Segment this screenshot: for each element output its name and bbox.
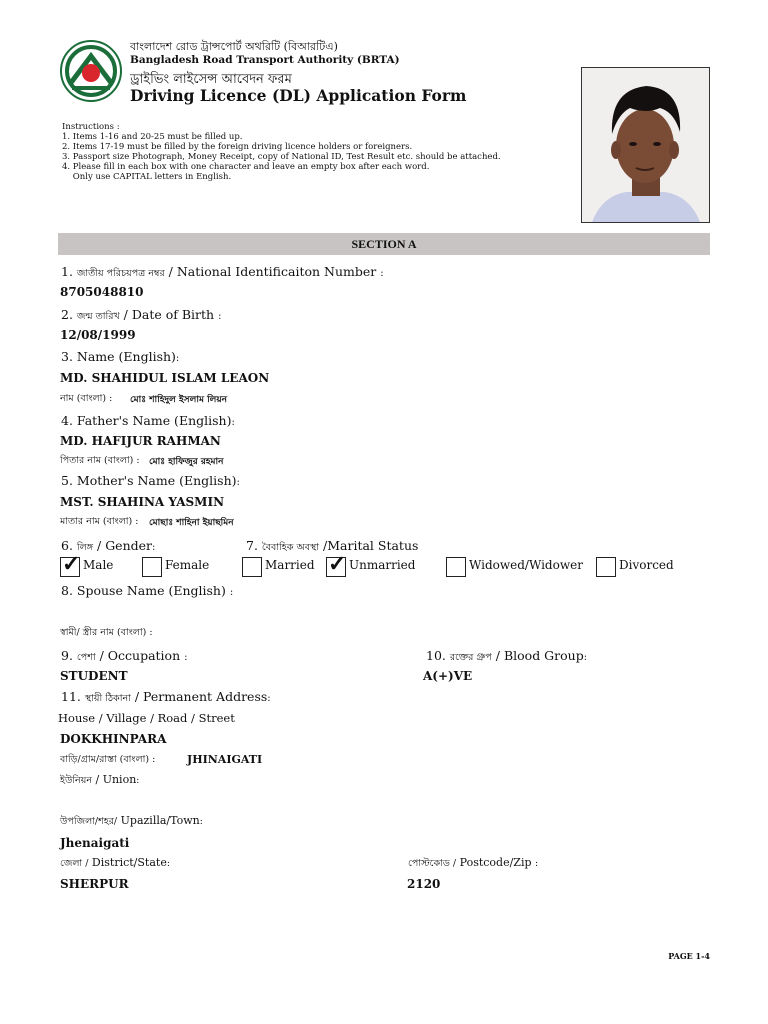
house-village-bn-label: বাড়ি/গ্রাম/রাস্তা (বাংলা) : (60, 754, 156, 765)
gender-male-label: Male (83, 558, 114, 572)
permanent-address-label: 11. স্থায়ী ঠিকানা / Permanent Address: (61, 689, 271, 704)
marital-divorced-label: Divorced (619, 558, 674, 572)
district-label: জেলা / District/State: (60, 856, 170, 869)
upazila-label: উপজিলা/শহর/ Upazilla/Town: (60, 814, 203, 827)
father-bn-value: মোঃ হাফিজুর রহমান (149, 457, 224, 467)
gender-male-checkbox[interactable] (60, 551, 81, 577)
name-label: 3. Name (English): (61, 349, 180, 364)
dob-label: 2. জন্ম তারিখ / Date of Birth : (61, 307, 222, 322)
gender-label: 6. লিঙ্গ / Gender: (61, 538, 156, 553)
name-bn-label: নাম (বাংলা) : (60, 393, 113, 404)
form-title-bn: ড্রাইভিং লাইসেন্স আবেদন ফরম (130, 72, 292, 87)
blood-group-label: 10. রক্তের গ্রুপ / Blood Group: (426, 648, 588, 663)
marital-married-checkbox[interactable] (242, 557, 262, 577)
section-a-header: SECTION A (58, 233, 710, 255)
district-value: SHERPUR (60, 877, 129, 891)
form-title: Driving Licence (DL) Application Form (130, 86, 467, 105)
house-village-bn-value: JHINAIGATI (187, 753, 263, 766)
dob-value: 12/08/1999 (60, 328, 136, 342)
mother-bn-label: মাতার নাম (বাংলা) : (60, 516, 139, 527)
marital-unmarried-label: Unmarried (349, 558, 416, 572)
blood-group-value: A(+)VE (423, 669, 473, 683)
name-bn-value: মোঃ শাহিদুল ইসলাম লিয়ন (130, 395, 228, 405)
nid-label: 1. জাতীয় পরিচয়পত্র নম্বর / National Identificaiton Number : (61, 264, 384, 279)
marital-unmarried-checkbox[interactable] (326, 551, 347, 577)
instruction-line: 3. Passport size Photograph, Money Receipt, copy of National ID, Test Result etc. should be attached. (62, 152, 501, 162)
mother-name-value: MST. SHAHINA YASMIN (60, 495, 225, 509)
occupation-label: 9. পেশা / Occupation : (61, 648, 188, 663)
postcode-value: 2120 (407, 877, 441, 891)
occupation-value: STUDENT (60, 669, 128, 683)
instructions (62, 122, 501, 182)
page-number: PAGE 1-4 (668, 951, 710, 961)
instruction-line: 1. Items 1-16 and 20-25 must be filled up. (62, 132, 243, 142)
mother-bn-value: মোছাঃ শাহিনা ইয়াছমিন (149, 518, 234, 528)
union-label: ইউনিয়ন / Union: (60, 773, 140, 786)
house-village-label: House / Village / Road / Street (58, 711, 235, 725)
checkmark-icon: ✓ (62, 551, 81, 577)
authority-name-en: Bangladesh Road Transport Authority (BRTA) (130, 54, 400, 66)
postcode-label: পোস্টকোড / Postcode/Zip : (408, 856, 539, 869)
father-name-label: 4. Father's Name (English): (61, 413, 235, 428)
spouse-name-label: 8. Spouse Name (English) : (61, 583, 234, 598)
marital-married-label: Married (265, 558, 315, 572)
authority-name-bn: বাংলাদেশ রোড ট্রান্সপোর্ট অথরিটি (বিআরটিএ) (130, 40, 338, 53)
gender-female-label: Female (165, 558, 210, 572)
nid-value: 8705048810 (60, 285, 144, 299)
father-bn-label: পিতার নাম (বাংলা) : (60, 455, 140, 466)
applicant-photo (581, 67, 710, 223)
marital-widowed-label: Widowed/Widower (469, 558, 583, 572)
name-value: MD. SHAHIDUL ISLAM LEAON (60, 371, 270, 385)
spouse-bn-label: স্বামী/ স্ত্রীর নাম (বাংলা) : (60, 627, 153, 638)
father-name-value: MD. HAFIJUR RAHMAN (60, 434, 221, 448)
marital-status-label: 7. বৈবাহিক অবস্থা /Marital Status (246, 538, 419, 553)
mother-name-label: 5. Mother's Name (English): (61, 473, 240, 488)
checkmark-icon: ✓ (328, 551, 347, 577)
house-village-value: DOKKHINPARA (60, 732, 167, 746)
marital-widowed-checkbox[interactable] (446, 557, 466, 577)
gender-female-checkbox[interactable] (142, 557, 162, 577)
upazila-value: Jhenaigati (60, 836, 130, 850)
instruction-line: Only use CAPITAL letters in English. (62, 172, 232, 182)
instruction-line: 4. Please fill in each box with one character and leave an empty box after each word. (62, 162, 430, 172)
instruction-line: 2. Items 17-19 must be filled by the foreign driving licence holders or foreigners. (62, 142, 413, 152)
marital-divorced-checkbox[interactable] (596, 557, 616, 577)
brta-logo (60, 40, 122, 102)
instructions-heading: Instructions : (62, 122, 120, 132)
